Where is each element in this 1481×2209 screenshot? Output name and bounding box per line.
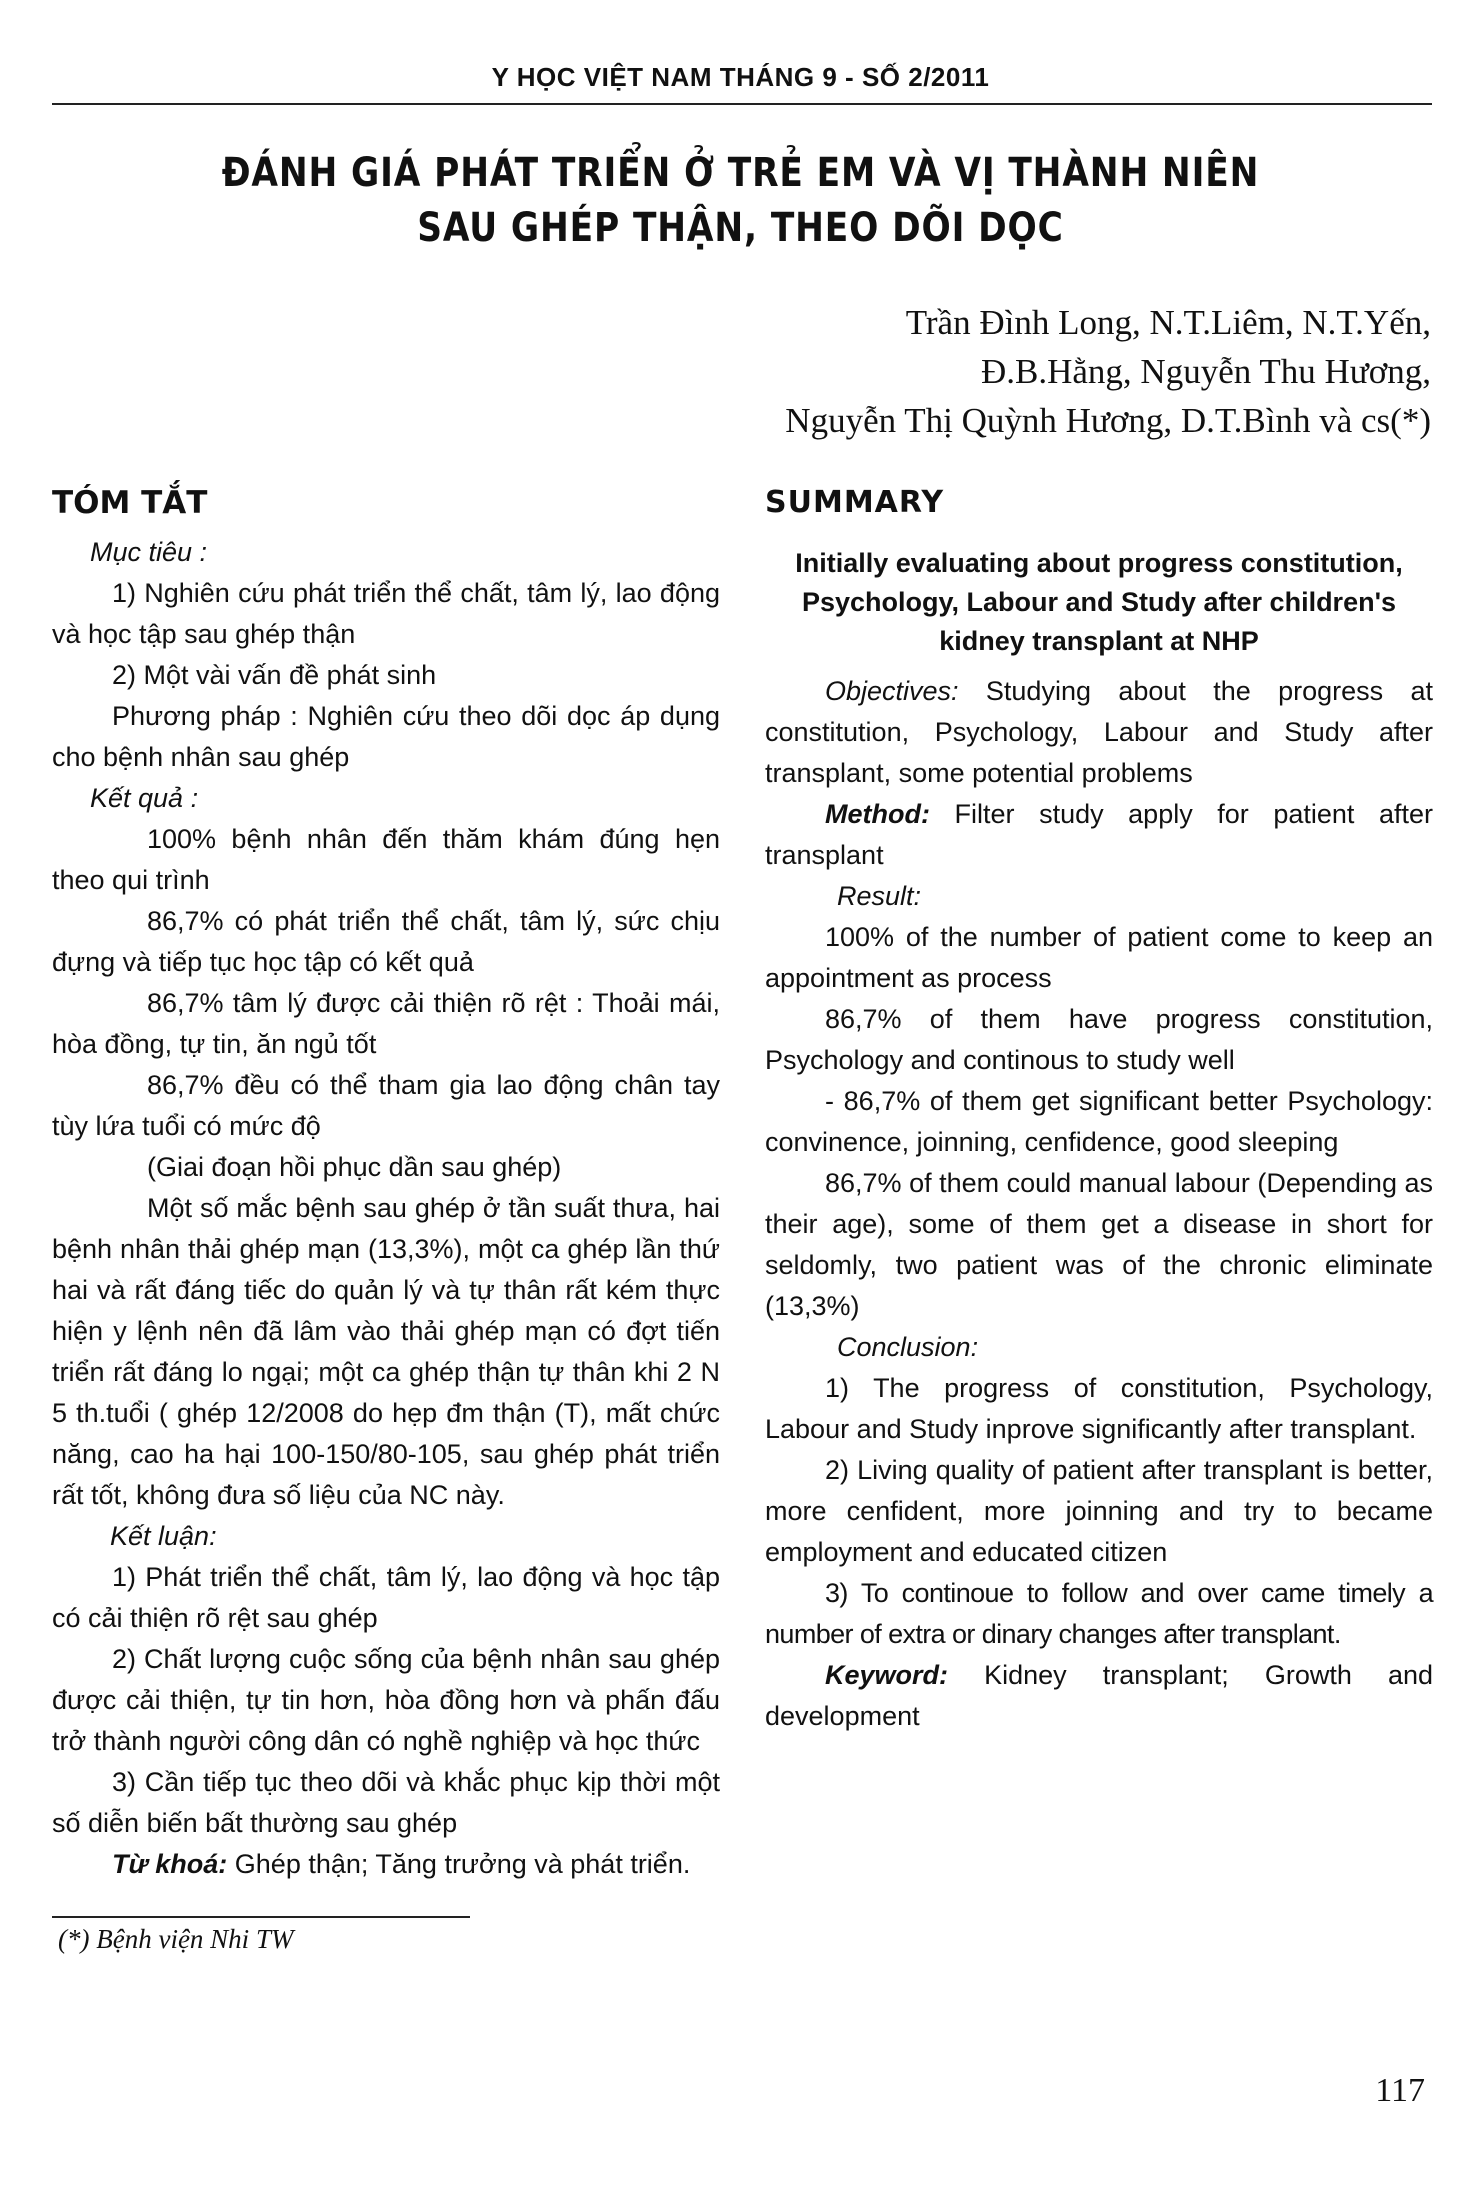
en-objectives-label: Objectives: <box>825 676 959 706</box>
vi-objective-2: 2) Một vài vấn đề phát sinh <box>112 660 437 690</box>
author-list <box>531 298 1431 445</box>
en-result-1: 100% of the number of patient come to keep an appointment as process <box>765 922 1433 993</box>
en-objectives <box>765 671 1433 794</box>
vi-result-3: 86,7% tâm lý được cải thiện rõ rệt : Thoải mái, hòa đồng, tự tin, ăn ngủ tốt <box>52 988 720 1059</box>
vi-keywords <box>52 1844 720 1885</box>
en-result-3: - 86,7% of them get significant better Psychology: convinence, joinning, cenfidence, good sleeping <box>765 1086 1433 1157</box>
vi-keyword-label: Từ khoá: <box>112 1849 228 1879</box>
vietnamese-abstract <box>52 478 720 1885</box>
author-line: Đ.B.Hằng, Nguyễn Thu Hương, <box>981 352 1431 391</box>
en-result-4: 86,7% of them could manual labour (Depending as their age), some of them get a disease in short for seldomly, two patient was of the chronic eliminate (13,3%) <box>765 1168 1433 1321</box>
vi-conclusion-2: 2) Chất lượng cuộc sống của bệnh nhân sau ghép được cải thiện, tự tin hơn, hòa đồng hơn và phấn đấu trở thành người công dân có nghề nghiệp và học thức <box>52 1644 720 1756</box>
author-line: Nguyễn Thị Quỳnh Hương, D.T.Bình và cs(*) <box>785 401 1431 440</box>
vi-keyword-text: Ghép thận; Tăng trưởng và phát triển. <box>227 1849 691 1879</box>
en-conclusion-1: 1) The progress of constitution, Psychology, Labour and Study inprove significantly after transplant. <box>765 1373 1433 1444</box>
vi-results-label: Kết quả : <box>90 783 199 813</box>
vi-conclusion-3: 3) Cần tiếp tục theo dõi và khắc phục kịp thời một số diễn biến bất thường sau ghép <box>52 1767 720 1838</box>
en-conclusion-label: Conclusion: <box>837 1332 979 1362</box>
header-rule <box>52 103 1432 105</box>
footnote: (*) Bệnh viện Nhi TW <box>58 1924 294 1954</box>
vi-conclusion-1: 1) Phát triển thể chất, tâm lý, lao động và học tập có cải thiện rõ rệt sau ghép <box>52 1562 720 1633</box>
vi-abstract-heading: TÓM TẮT <box>52 485 208 521</box>
en-subtitle: Initially evaluating about progress constitution, Psychology, Labour and Study after children's kidney transplant at NHP <box>795 548 1403 656</box>
vi-objectives-label: Mục tiêu : <box>90 537 208 567</box>
vi-result-2: 86,7% có phát triển thể chất, tâm lý, sức chịu đựng và tiếp tục học tập có kết quả <box>52 906 720 977</box>
footnote-rule <box>52 1916 470 1918</box>
english-abstract <box>765 478 1433 1737</box>
en-keyword-text: Kidney transplant; Growth and development <box>765 1660 1433 1731</box>
en-method-text: Filter study apply for patient after transplant <box>765 799 1433 870</box>
vi-objective-1: 1) Nghiên cứu phát triển thể chất, tâm lý, lao động và học tập sau ghép thận <box>52 578 720 649</box>
article-title-line-1: ĐÁNH GIÁ PHÁT TRIỂN Ở TRẺ EM VÀ VỊ THÀNH NIÊN <box>221 150 1260 196</box>
vi-result-6: Một số mắc bệnh sau ghép ở tần suất thưa, hai bệnh nhân thải ghép mạn (13,3%), một ca ghép lần thứ hai và rất đáng tiếc do quản lý và tự thân rất kém thực hiện y lệnh nên đã lâm vào thải ghép mạn có đợt tiến triển rất đáng lo ngại; một ca ghép thận tự thân khi 2 N 5 th.tuổi ( ghép 12/2008 do hẹp đm thận (T), mất chức năng, cao ha hại 100-150/80-105, sau ghép phát triển rất tốt, không đưa số liệu của NC này. <box>52 1193 720 1510</box>
en-method-label: Method: <box>825 799 930 829</box>
en-conclusion-3: 3) To continoue to follow and over came timely a number of extra or dinary changes after transplant. <box>765 1578 1433 1649</box>
en-keyword-label: Keyword: <box>825 1660 949 1690</box>
en-conclusion-2: 2) Living quality of patient after transplant is better, more cenfident, more joinning and try to became employment and educated citizen <box>765 1455 1433 1567</box>
page-number: 117 <box>1375 2072 1425 2109</box>
article-title-line-2: SAU GHÉP THẬN, THEO DÕI DỌC <box>417 205 1064 251</box>
en-result-label: Result: <box>837 881 922 911</box>
en-keywords <box>765 1655 1433 1737</box>
en-result-2: 86,7% of them have progress constitution, Psychology and continous to study well <box>765 1004 1433 1075</box>
vi-conclusion-label: Kết luận: <box>110 1521 217 1551</box>
en-objectives-text: Studying about the progress at constitution, Psychology, Labour and Study after transplant, some potential problems <box>765 676 1433 788</box>
vi-method: Phương pháp : Nghiên cứu theo dõi dọc áp dụng cho bệnh nhân sau ghép <box>52 701 720 772</box>
vi-result-5: (Giai đoạn hồi phục dần sau ghép) <box>147 1152 562 1182</box>
vi-result-4: 86,7% đều có thể tham gia lao động chân tay tùy lứa tuổi có mức độ <box>52 1070 720 1141</box>
journal-header: Y HỌC VIỆT NAM THÁNG 9 - SỐ 2/2011 <box>491 62 990 92</box>
vi-result-1: 100% bệnh nhân đến thăm khám đúng hẹn theo qui trình <box>52 824 720 895</box>
en-abstract-heading: SUMMARY <box>765 485 945 520</box>
author-line: Trần Đình Long, N.T.Liêm, N.T.Yến, <box>905 303 1431 342</box>
en-method <box>765 794 1433 876</box>
